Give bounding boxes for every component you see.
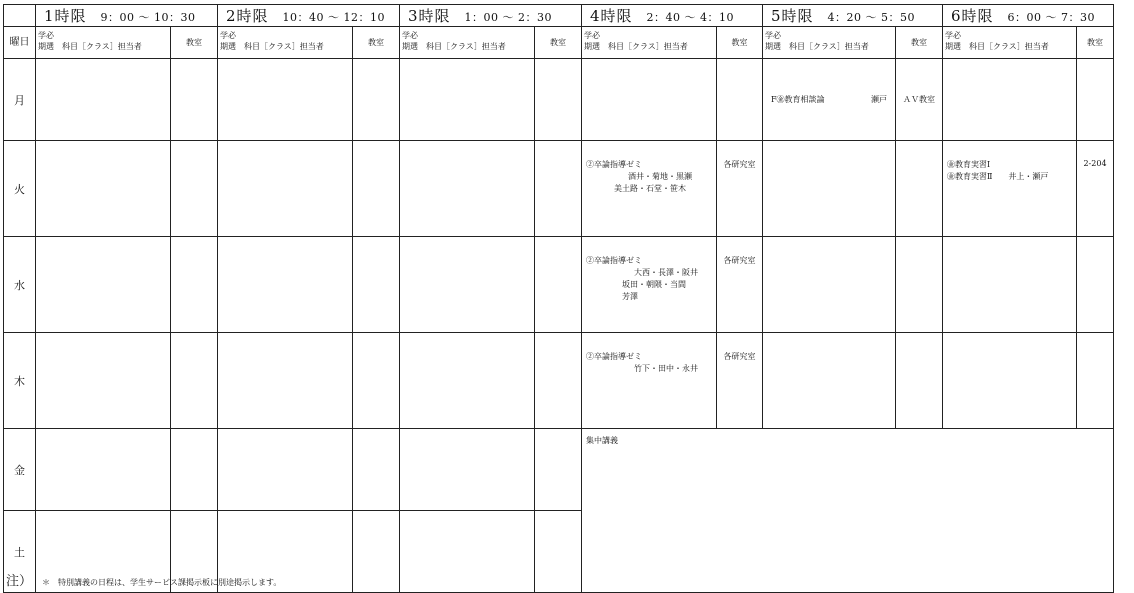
slot-room: [171, 237, 218, 333]
course-mon-p5: F㊎教育相談論 瀬戸: [763, 59, 896, 141]
slot: [400, 511, 535, 593]
slot: [763, 141, 896, 237]
slot-room: [535, 333, 582, 429]
slot-room: [896, 333, 943, 429]
slot: [218, 237, 353, 333]
slot: [218, 333, 353, 429]
slot-room: [353, 237, 400, 333]
slot: [943, 59, 1077, 141]
corner-cell: [4, 5, 36, 27]
slot-room: [535, 237, 582, 333]
day-label-sat: 土: [4, 511, 36, 593]
slot: [36, 333, 171, 429]
slot-room: [535, 141, 582, 237]
course-tue-p4: ②卒論指導ゼミ 酒井・菊地・黒瀬 美土路・石堂・笹木: [582, 141, 717, 237]
slot: [36, 237, 171, 333]
room-mon-p5: ＡＶ教室: [896, 59, 943, 141]
slot-room: [171, 333, 218, 429]
intensive-lecture-block: 集中講義: [582, 429, 1114, 593]
room-thu-p4: 各研究室: [717, 333, 763, 429]
footnote-label: 注）: [6, 574, 33, 589]
period-header-5: 5時限 4：20 ～ 5：50: [763, 5, 943, 27]
subject-header: 学必 期選 科目［クラス］担当者: [400, 27, 535, 59]
period-header-2: 2時限 10：40 ～ 12：10: [218, 5, 400, 27]
slot: [400, 429, 535, 511]
day-label-wed: 水: [4, 237, 36, 333]
slot: [582, 59, 717, 141]
slot: [36, 429, 171, 511]
slot-room: [171, 59, 218, 141]
slot: [218, 141, 353, 237]
slot-room: [353, 333, 400, 429]
slot: [36, 141, 171, 237]
room-header: 教室: [535, 27, 582, 59]
room-header: 教室: [896, 27, 943, 59]
slot-room: [353, 59, 400, 141]
period-header-3: 3時限 1：00 ～ 2：30: [400, 5, 582, 27]
slot-room: [171, 429, 218, 511]
slot: [218, 59, 353, 141]
slot-room: [535, 59, 582, 141]
slot-room: [896, 237, 943, 333]
slot-room: [353, 511, 400, 593]
room-header: 教室: [717, 27, 763, 59]
slot-room: [535, 429, 582, 511]
slot: [218, 429, 353, 511]
slot-room: [1077, 333, 1114, 429]
slot-room: [353, 141, 400, 237]
slot: [400, 59, 535, 141]
day-column-header: 曜日: [4, 27, 36, 59]
slot: [943, 333, 1077, 429]
slot-room: [535, 511, 582, 593]
subject-header: 学必 期選 科目［クラス］担当者: [763, 27, 896, 59]
slot-room: [896, 141, 943, 237]
slot-room: [171, 141, 218, 237]
subject-header: 学必 期選 科目［クラス］担当者: [943, 27, 1077, 59]
slot: [400, 237, 535, 333]
course-wed-p4: ②卒論指導ゼミ 大西・長澤・阪井 坂田・朝隈・当間 芳澤: [582, 237, 717, 333]
room-tue-p6: 2-204: [1077, 141, 1114, 237]
slot: [763, 333, 896, 429]
slot: [943, 237, 1077, 333]
room-header: 教室: [1077, 27, 1114, 59]
slot-room: [353, 429, 400, 511]
room-tue-p4: 各研究室: [717, 141, 763, 237]
room-header: 教室: [353, 27, 400, 59]
day-label-tue: 火: [4, 141, 36, 237]
footnote-text: ＊ 特別講義の日程は、学生サービス課掲示板に別途掲示します。: [42, 578, 282, 587]
slot: [400, 333, 535, 429]
room-wed-p4: 各研究室: [717, 237, 763, 333]
slot: [400, 141, 535, 237]
period-header-4: 4時限 2：40 ～ 4：10: [582, 5, 763, 27]
period-header-1: 1時限 9：00 ～ 10：30: [36, 5, 218, 27]
subject-header: 学必 期選 科目［クラス］担当者: [582, 27, 717, 59]
slot-room: [717, 59, 763, 141]
room-header: 教室: [171, 27, 218, 59]
slot: [763, 237, 896, 333]
timetable: [3, 4, 1114, 593]
day-label-thu: 木: [4, 333, 36, 429]
footnote: [6, 570, 281, 589]
subject-header: 学必 期選 科目［クラス］担当者: [218, 27, 353, 59]
slot: [36, 59, 171, 141]
day-label-fri: 金: [4, 429, 36, 511]
slot-room: [1077, 59, 1114, 141]
course-thu-p4: ②卒論指導ゼミ 竹下・田中・永井: [582, 333, 717, 429]
period-header-6: 6時限 6：00 ～ 7：30: [943, 5, 1114, 27]
course-tue-p6: ㊎教育実習Ⅰ ㊎教育実習Ⅱ 井上・瀬戸: [943, 141, 1077, 237]
subject-header: 学必 期選 科目［クラス］担当者: [36, 27, 171, 59]
day-label-mon: 月: [4, 59, 36, 141]
slot-room: [1077, 237, 1114, 333]
